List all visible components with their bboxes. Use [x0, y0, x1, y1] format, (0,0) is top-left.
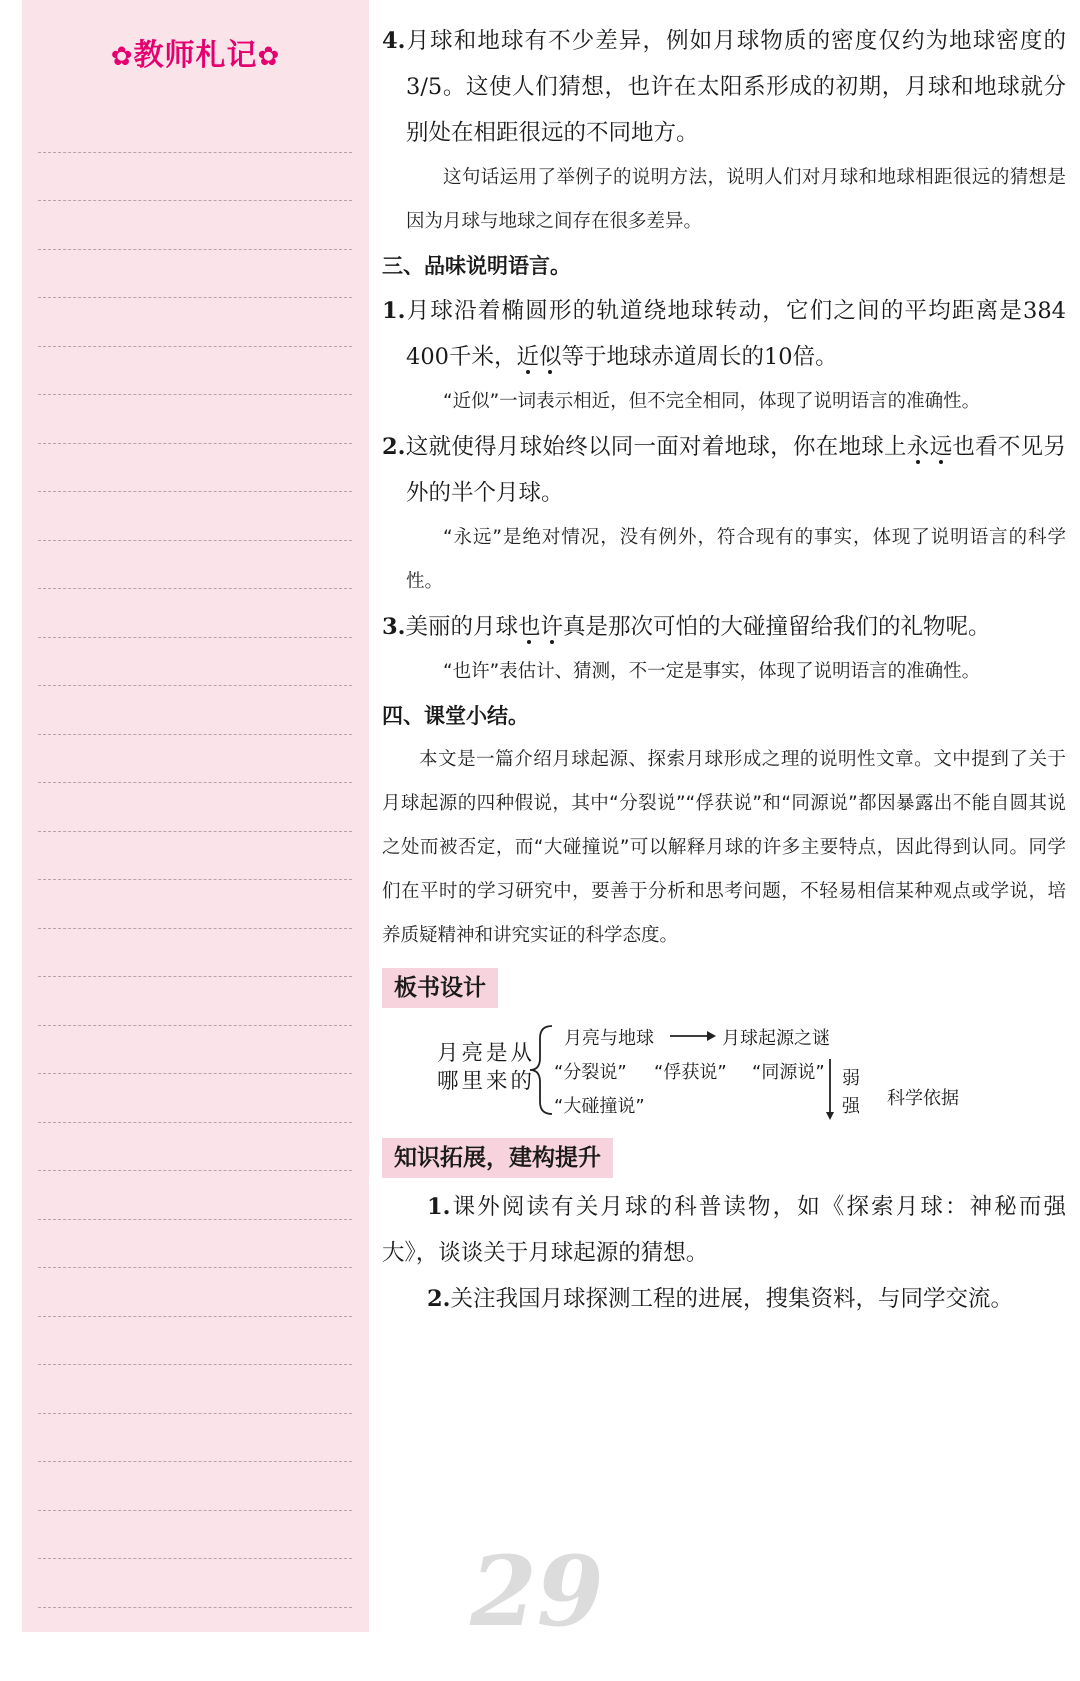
note-line [38, 1414, 352, 1463]
note-line [38, 1511, 352, 1560]
note-line [38, 201, 352, 250]
note-line [38, 880, 352, 929]
emphasis-char: 也 [518, 614, 541, 640]
note-line [38, 735, 352, 784]
emphasis-char: 似 [538, 344, 562, 370]
board-row3: “大碰撞说” [554, 1096, 645, 1117]
section-3-heading: 三、品味说明语言。 [382, 254, 571, 278]
note-line [38, 395, 352, 444]
item-4: 4.月球和地球有不少差异，例如月球物质的密度仅约为地球密度的3/5。这使人们猜想，也许在太阳系形成的初期，月球和地球就分别处在相距很远的不同地方。 [382, 28, 1066, 146]
board-diagram [382, 1014, 1066, 1124]
page-number: 29 [470, 1535, 604, 1648]
note-line [38, 250, 352, 299]
board-row1-right: 月球起源之谜 [722, 1028, 830, 1049]
sentence-3-note: “也许”表估计、猜测，不一定是事实，体现了说明语言的准确性。 [443, 661, 981, 682]
note-line [38, 444, 352, 493]
emphasis-char: 近 [516, 344, 539, 370]
board-main-line1: 月亮是从 [437, 1041, 536, 1066]
emphasis-char: 许 [540, 614, 564, 640]
sentence-1: 1.月球沿着椭圆形的轨道绕地球转动，它们之间的平均距离是384 400千米，近似等于地球赤道周长的10倍。 [382, 298, 1066, 370]
note-line [38, 104, 352, 153]
board-weak: 弱 [842, 1068, 860, 1089]
note-line [38, 977, 352, 1026]
emphasis-char: 永 [906, 434, 930, 460]
note-line [38, 929, 352, 978]
note-line [38, 541, 352, 590]
board-row2-b: “俘获说” [654, 1062, 727, 1083]
flower-icon: ✿ [110, 42, 134, 72]
main-content [382, 18, 1066, 1322]
board-row2-a: “分裂说” [554, 1062, 627, 1083]
note-line [38, 686, 352, 735]
board-row2-c: “同源说” [752, 1062, 825, 1083]
note-line [38, 347, 352, 396]
sidebar-title-text: 教师札记 [133, 38, 258, 73]
extension-item-1: 1.课外阅读有关月球的科普读物，如《探索月球：神秘而强大》，谈谈关于月球起源的猜想。 [382, 1194, 1066, 1266]
flower-icon: ✿ [257, 42, 281, 72]
note-line [38, 492, 352, 541]
board-strong: 强 [842, 1096, 860, 1117]
section-4-heading: 四、课堂小结。 [382, 704, 529, 728]
sentence-2-note: “永远”是绝对情况，没有例外，符合现有的事实，体现了说明语言的科学性。 [406, 527, 1066, 592]
note-line [38, 832, 352, 881]
note-line [38, 1365, 352, 1414]
class-summary: 本文是一篇介绍月球起源、探索月球形成之理的说明性文章。文中提到了关于月球起源的四种假说，其中“分裂说”“俘获说”和“同源说”都因暴露出不能自圆其说之处而被否定，而“大碰撞说”可以解释月球的许多主要特点，因此得到认同。同学们在平时的学习研究中，要善于分析和思考问题，不轻易相信某种观点或学说，培养质疑精神和讲究实证的科学态度。 [382, 749, 1066, 946]
note-lines [38, 104, 352, 1608]
note-line [38, 1220, 352, 1269]
board-main-line2: 哪里来的 [437, 1069, 536, 1094]
emphasis-char: 远 [929, 434, 953, 460]
note-line [38, 1268, 352, 1317]
teacher-notes-sidebar [22, 0, 369, 1632]
note-line [38, 1123, 352, 1172]
board-design-section [382, 968, 1066, 1124]
note-line [38, 1559, 352, 1608]
board-design-tag: 板书设计 [382, 968, 498, 1008]
note-line [38, 298, 352, 347]
arrow-head-icon [707, 1031, 716, 1041]
note-line [38, 783, 352, 832]
sidebar-title [22, 30, 369, 74]
note-line [38, 589, 352, 638]
note-line [38, 1026, 352, 1075]
extension-item-2: 2.关注我国月球探测工程的进展，搜集资料，与同学交流。 [427, 1286, 1014, 1312]
extension-section [382, 1138, 1066, 1322]
board-row1-left: 月亮与地球 [564, 1028, 654, 1049]
extension-tag: 知识拓展，建构提升 [382, 1138, 613, 1178]
note-line [38, 153, 352, 202]
item-4-note: 这句话运用了举例子的说明方法，说明人们对月球和地球相距很远的猜想是因为月球与地球之间存在很多差异。 [406, 167, 1066, 232]
note-line [38, 638, 352, 687]
sentence-3: 3.美丽的月球也许真是那次可怕的大碰撞留给我们的礼物呢。 [382, 614, 991, 640]
note-line [38, 1171, 352, 1220]
down-arrow-head-icon [826, 1112, 834, 1120]
note-line [38, 1462, 352, 1511]
sentence-1-note: “近似”一词表示相近，但不完全相同，体现了说明语言的准确性。 [443, 391, 981, 412]
sentence-2: 2.这就使得月球始终以同一面对着地球，你在地球上永远也看不见另外的半个月球。 [382, 434, 1066, 506]
note-line [38, 1317, 352, 1366]
board-basis: 科学依据 [887, 1088, 959, 1109]
note-line [38, 1074, 352, 1123]
